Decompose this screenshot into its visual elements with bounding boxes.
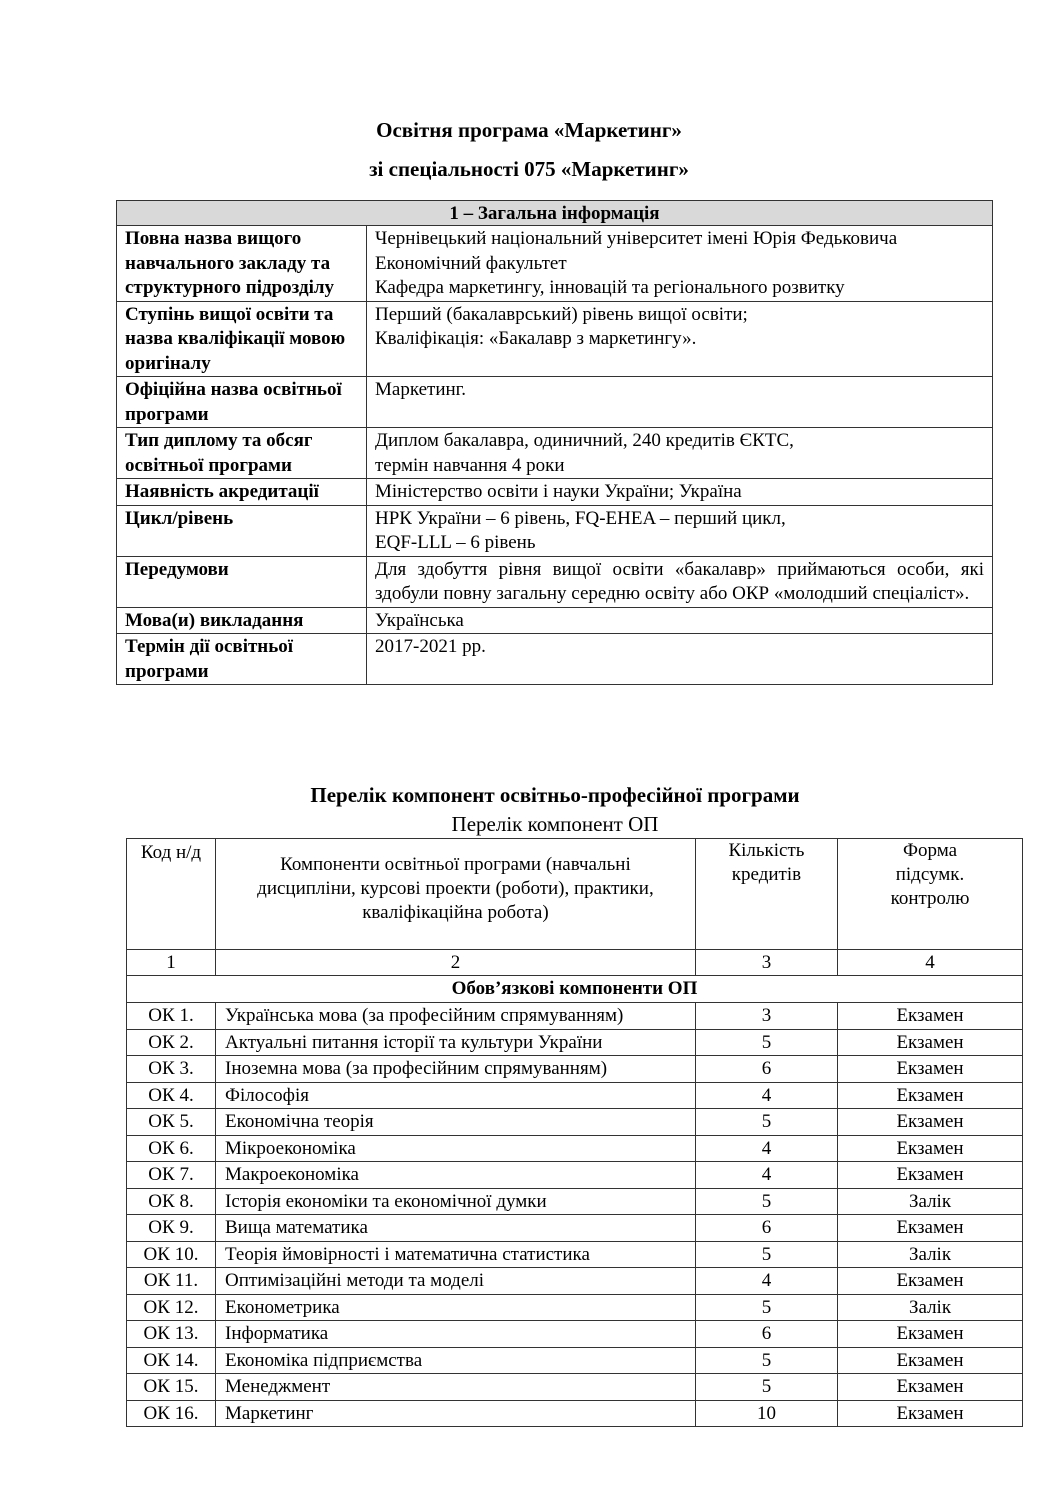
header-name: Компоненти освітньої програми (навчальні дисципліни, курсові проекти (роботи), практики, кваліфікаційна робота) xyxy=(216,839,696,950)
component-control: Екзамен xyxy=(838,1374,1023,1401)
info-label: Тип диплому та обсяг освітньої програми xyxy=(117,428,367,479)
component-credits: 5 xyxy=(695,1109,837,1136)
table-row xyxy=(127,1241,1023,1268)
column-number-row xyxy=(127,950,1023,976)
info-value xyxy=(367,634,993,685)
component-credits: 6 xyxy=(695,1056,837,1083)
component-credits: 4 xyxy=(695,1268,837,1295)
component-credits: 5 xyxy=(695,1241,837,1268)
component-control: Екзамен xyxy=(838,1003,1023,1030)
component-control: Екзамен xyxy=(838,1162,1023,1189)
component-name: Іноземна мова (за професійним спрямуванням) xyxy=(216,1056,696,1083)
info-value-line: Диплом бакалавра, одиничний, 240 кредитів ЄКТС, xyxy=(375,430,794,451)
general-info-header: 1 – Загальна інформація xyxy=(117,201,993,226)
general-info-row xyxy=(117,377,993,428)
component-code: ОК 16. xyxy=(127,1400,216,1427)
section-title: Обов’язкові компоненти ОП xyxy=(127,976,1023,1003)
component-control: Залік xyxy=(838,1241,1023,1268)
info-value xyxy=(367,607,993,634)
info-label: Термін дії освітньої програми xyxy=(117,634,367,685)
component-credits: 4 xyxy=(695,1162,837,1189)
info-label: Ступінь вищої освіти та назва кваліфікації мовою оригіналу xyxy=(117,301,367,377)
component-control: Екзамен xyxy=(838,1347,1023,1374)
component-credits: 6 xyxy=(695,1215,837,1242)
component-credits: 5 xyxy=(695,1374,837,1401)
component-credits: 6 xyxy=(695,1321,837,1348)
table-row xyxy=(127,1162,1023,1189)
component-credits: 4 xyxy=(695,1082,837,1109)
component-control: Залік xyxy=(838,1188,1023,1215)
table-row xyxy=(127,1109,1023,1136)
component-code: ОК 2. xyxy=(127,1029,216,1056)
component-code: ОК 8. xyxy=(127,1188,216,1215)
info-value-line: Кваліфікація: «Бакалавр з маркетингу». xyxy=(375,328,697,349)
column-number: 2 xyxy=(216,950,696,976)
component-code: ОК 5. xyxy=(127,1109,216,1136)
component-code: ОК 6. xyxy=(127,1135,216,1162)
header-control: Форма підсумк. контролю xyxy=(838,839,1023,950)
table-row xyxy=(127,1082,1023,1109)
info-label: Наявність акредитації xyxy=(117,479,367,506)
component-control: Екзамен xyxy=(838,1029,1023,1056)
info-value-line: Маркетинг. xyxy=(375,379,467,400)
component-name: Економічна теорія xyxy=(216,1109,696,1136)
info-value-line: Перший (бакалаврський) рівень вищої освіти; xyxy=(375,303,748,325)
general-info-row xyxy=(117,505,993,556)
info-value xyxy=(367,479,993,506)
component-name: Вища математика xyxy=(216,1215,696,1242)
info-value-line: EQF-LLL – 6 рівень xyxy=(375,532,536,553)
info-value-line: термін навчання 4 роки xyxy=(375,454,565,476)
info-value-line: Економічний факультет xyxy=(375,252,567,274)
component-name: Філософія xyxy=(216,1082,696,1109)
general-info-row xyxy=(117,226,993,302)
general-info-row xyxy=(117,428,993,479)
component-code: ОК 15. xyxy=(127,1374,216,1401)
component-name: Історія економіки та економічної думки xyxy=(216,1188,696,1215)
general-info-row xyxy=(117,607,993,634)
component-code: ОК 1. xyxy=(127,1003,216,1030)
component-code: ОК 9. xyxy=(127,1215,216,1242)
components-header-row xyxy=(127,839,1023,950)
info-label: Офіційна назва освітньої програми xyxy=(117,377,367,428)
table-row xyxy=(127,1347,1023,1374)
info-label: Мова(и) викладання xyxy=(117,607,367,634)
table-row xyxy=(127,1400,1023,1427)
table-row xyxy=(127,1374,1023,1401)
table-row xyxy=(127,1003,1023,1030)
component-code: ОК 14. xyxy=(127,1347,216,1374)
document-subtitle: зі спеціальності 075 «Маркетинг» xyxy=(369,157,689,181)
component-name: Українська мова (за професійним спрямуванням) xyxy=(216,1003,696,1030)
info-value-line: Міністерство освіти і науки України; Україна xyxy=(375,481,742,502)
table-row xyxy=(127,1188,1023,1215)
component-name: Оптимізаційні методи та моделі xyxy=(216,1268,696,1295)
general-info-row xyxy=(117,634,993,685)
components-title: Перелік компонент освітньо-професійної програми xyxy=(310,783,800,807)
info-value-line: 2017-2021 рр. xyxy=(375,636,486,657)
info-value xyxy=(367,556,993,607)
general-info-row xyxy=(117,556,993,607)
components-subtitle: Перелік компонент ОП xyxy=(451,812,659,836)
info-value xyxy=(367,301,993,377)
info-value-line: Кафедра маркетингу, інновацій та регіонального розвитку xyxy=(375,277,845,298)
info-value xyxy=(367,377,993,428)
component-credits: 5 xyxy=(695,1347,837,1374)
info-value-line: Для здобуття рівня вищої освіти «бакалавр» приймаються особи, які здобули повну загальну середню освіту або ОКР «молодший спеціаліст». xyxy=(375,558,984,604)
info-label: Повна назва вищого навчального закладу та структурного підрозділу xyxy=(117,226,367,302)
table-row xyxy=(127,1056,1023,1083)
component-control: Залік xyxy=(838,1294,1023,1321)
component-code: ОК 3. xyxy=(127,1056,216,1083)
component-credits: 4 xyxy=(695,1135,837,1162)
header-credits: Кількість кредитів xyxy=(695,839,837,950)
component-name: Мікроекономіка xyxy=(216,1135,696,1162)
general-info-row xyxy=(117,479,993,506)
table-row xyxy=(127,1135,1023,1162)
component-control: Екзамен xyxy=(838,1056,1023,1083)
info-value-line: НРК України – 6 рівень, FQ-EHEA – перший цикл, xyxy=(375,507,786,529)
component-control: Екзамен xyxy=(838,1268,1023,1295)
column-number: 4 xyxy=(838,950,1023,976)
column-number: 3 xyxy=(695,950,837,976)
component-credits: 5 xyxy=(695,1188,837,1215)
header-code: Код н/д xyxy=(127,839,216,950)
component-name: Маркетинг xyxy=(216,1400,696,1427)
component-code: ОК 13. xyxy=(127,1321,216,1348)
component-control: Екзамен xyxy=(838,1109,1023,1136)
component-code: ОК 7. xyxy=(127,1162,216,1189)
table-row xyxy=(127,1215,1023,1242)
component-control: Екзамен xyxy=(838,1082,1023,1109)
section-row xyxy=(127,976,1023,1003)
component-credits: 10 xyxy=(695,1400,837,1427)
component-control: Екзамен xyxy=(838,1135,1023,1162)
component-control: Екзамен xyxy=(838,1215,1023,1242)
table-row xyxy=(127,1029,1023,1056)
info-label: Передумови xyxy=(117,556,367,607)
component-control: Екзамен xyxy=(838,1321,1023,1348)
info-value xyxy=(367,428,993,479)
general-info-table xyxy=(116,200,993,685)
component-name: Менеджмент xyxy=(216,1374,696,1401)
component-control: Екзамен xyxy=(838,1400,1023,1427)
document-title: Освітня програма «Маркетинг» xyxy=(376,118,682,142)
info-value xyxy=(367,505,993,556)
component-name: Актуальні питання історії та культури України xyxy=(216,1029,696,1056)
component-code: ОК 10. xyxy=(127,1241,216,1268)
info-value-line: Українська xyxy=(375,609,464,631)
component-credits: 5 xyxy=(695,1029,837,1056)
component-credits: 5 xyxy=(695,1294,837,1321)
component-code: ОК 11. xyxy=(127,1268,216,1295)
general-info-row xyxy=(117,301,993,377)
general-info-header-row xyxy=(117,201,993,226)
column-number: 1 xyxy=(127,950,216,976)
component-name: Теорія ймовірності і математична статистика xyxy=(216,1241,696,1268)
component-name: Економетрика xyxy=(216,1294,696,1321)
info-label: Цикл/рівень xyxy=(117,505,367,556)
table-row xyxy=(127,1321,1023,1348)
info-value-line: Чернівецький національний університет імені Юрія Федьковича xyxy=(375,228,898,249)
info-value xyxy=(367,226,993,302)
component-name: Інформатика xyxy=(216,1321,696,1348)
component-name: Макроекономіка xyxy=(216,1162,696,1189)
component-code: ОК 12. xyxy=(127,1294,216,1321)
component-credits: 3 xyxy=(695,1003,837,1030)
component-name: Економіка підприємства xyxy=(216,1347,696,1374)
table-row xyxy=(127,1294,1023,1321)
components-table xyxy=(126,838,1023,1427)
table-row xyxy=(127,1268,1023,1295)
component-code: ОК 4. xyxy=(127,1082,216,1109)
